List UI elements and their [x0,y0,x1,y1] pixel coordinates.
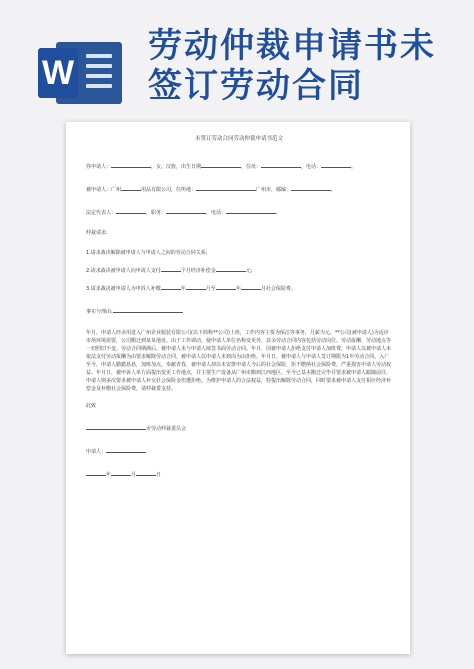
blank [161,283,181,290]
word-icon-line [86,74,112,78]
applicant-text: ，电话： [301,164,322,170]
facts-heading [86,306,392,316]
blank [321,161,351,168]
blank [201,161,241,168]
legal-rep-text: ，电话： [206,210,227,216]
page-title [148,26,468,106]
blank [161,265,181,272]
request-text: 月社会保险费。 [260,286,296,292]
respondent-line [86,184,392,194]
closing-1: 此致 [86,403,97,409]
blank [226,207,276,214]
respondent-text: 用品有限公司，住所地： [141,187,197,193]
applicant-line [86,161,392,171]
blank [186,283,206,290]
respondent-text: 。 [331,187,337,193]
date-year: 年 [106,472,112,478]
legal-rep-text: ，职务： [146,210,167,216]
page-title-line-1: 劳动仲裁申请书未 [148,26,436,66]
word-icon-line [86,84,112,88]
applicant-text: 。 [351,164,357,170]
blank [166,207,206,214]
document-page [66,122,410,654]
respondent-label: 被申请人：广州 [86,187,122,193]
applicant-text: ，住址： [241,164,262,170]
word-document-icon [38,42,122,104]
sign-label: 申请人： [86,449,107,455]
blank [216,283,236,290]
blank [216,265,246,272]
request-text: 年 [235,286,241,292]
blank [116,207,146,214]
sign-date [86,469,392,479]
blank [196,184,256,191]
legal-rep-line [86,207,392,217]
request-text: 月至 [205,286,216,292]
sign-applicant [86,446,392,456]
legal-rep-label: 法定代表人： [86,210,117,216]
date-month: 月 [131,472,137,478]
requests-heading: 仲裁请求: [86,230,108,236]
applicant-text: ，女，汉族，出生日期 [151,164,202,170]
request-text: 年 [180,286,186,292]
facts-heading-label: 事实与理由: [86,309,113,315]
page-title-line-2: 签订劳动合同 [148,66,364,106]
blank [136,469,156,476]
request-1: 1.请求裁决解除被申请人与申请人之间的劳动合同关系; [86,250,208,256]
request-text: 3.请求裁决被申请人为申诉人补缴 [86,286,161,292]
blank [261,161,301,168]
blank [113,306,183,313]
document-body [86,136,392,492]
blank [86,423,146,430]
blank [111,161,151,168]
request-text: 个月经济补偿金 [180,268,216,274]
blank [106,446,146,453]
respondent-text: 广州市，邮编： [256,187,292,193]
blank [291,184,331,191]
blank [86,469,106,476]
blank [111,469,131,476]
closing-2 [86,423,392,433]
document-title: 未签订劳动合同劳动仲裁申请书范文 [194,136,283,142]
closing-text: 市劳动仲裁委员会 [146,426,187,432]
word-icon-line [86,64,112,68]
word-icon-line [86,54,112,58]
facts-paragraph: 年月，申请人经录用进入广州企业服装有限公司(以下简称**公司)上班，工作内容主要为保洁等事务，月薪为元。**公司(被申请人)为适应市场环境需要，公司搬迁到某某地址。由于工作调动，使申请人单位名称变更外，其余劳动合同内容包括劳动岗位、劳动报酬、劳动地点等一切照旧不变。劳动合同期满后，被申请人未与申请人续签书面劳动合同。年月，因被申请人拒绝支付申请人加班费，申请人以被申请人未依法支付劳动报酬为由要求解除劳动合同，被申请人以申请人未到岗为由拒绝。年月日，被申请人与申请人签订期限为1年劳动合同，入厂至今，申请人勤勤恳恳，加班加点，奉献青春，被申请人却以未安排申请人今后的社会保险，拒不缴纳社会保险费，严重损害申请人劳动权益。年月日，被申诉人单方面提出变更工作地点，并主要生产设备从广州市搬到江西地区，至今已基本搬迁完毕并要求被申请人跟随前往，申请人则多次要求被申请人补交社会保险金但遭拒绝。为维护申请人的合法权益，特提出解除劳动合同，同时要求被申请人支付相应经济补偿金及补缴社会保险费，请仲裁委支持。 [86,330,392,392]
request-text: 2.请求裁决被申请人向申请人支付 [86,268,161,274]
request-text: 元; [245,268,253,274]
request-2 [86,265,392,275]
legal-rep-text: 。 [276,210,282,216]
blank [121,184,141,191]
request-3 [86,283,392,293]
blank [241,283,261,290]
word-icon-letter: W [38,48,78,98]
date-day: 日 [156,472,162,478]
applicant-label: 你申请人： [86,164,112,170]
